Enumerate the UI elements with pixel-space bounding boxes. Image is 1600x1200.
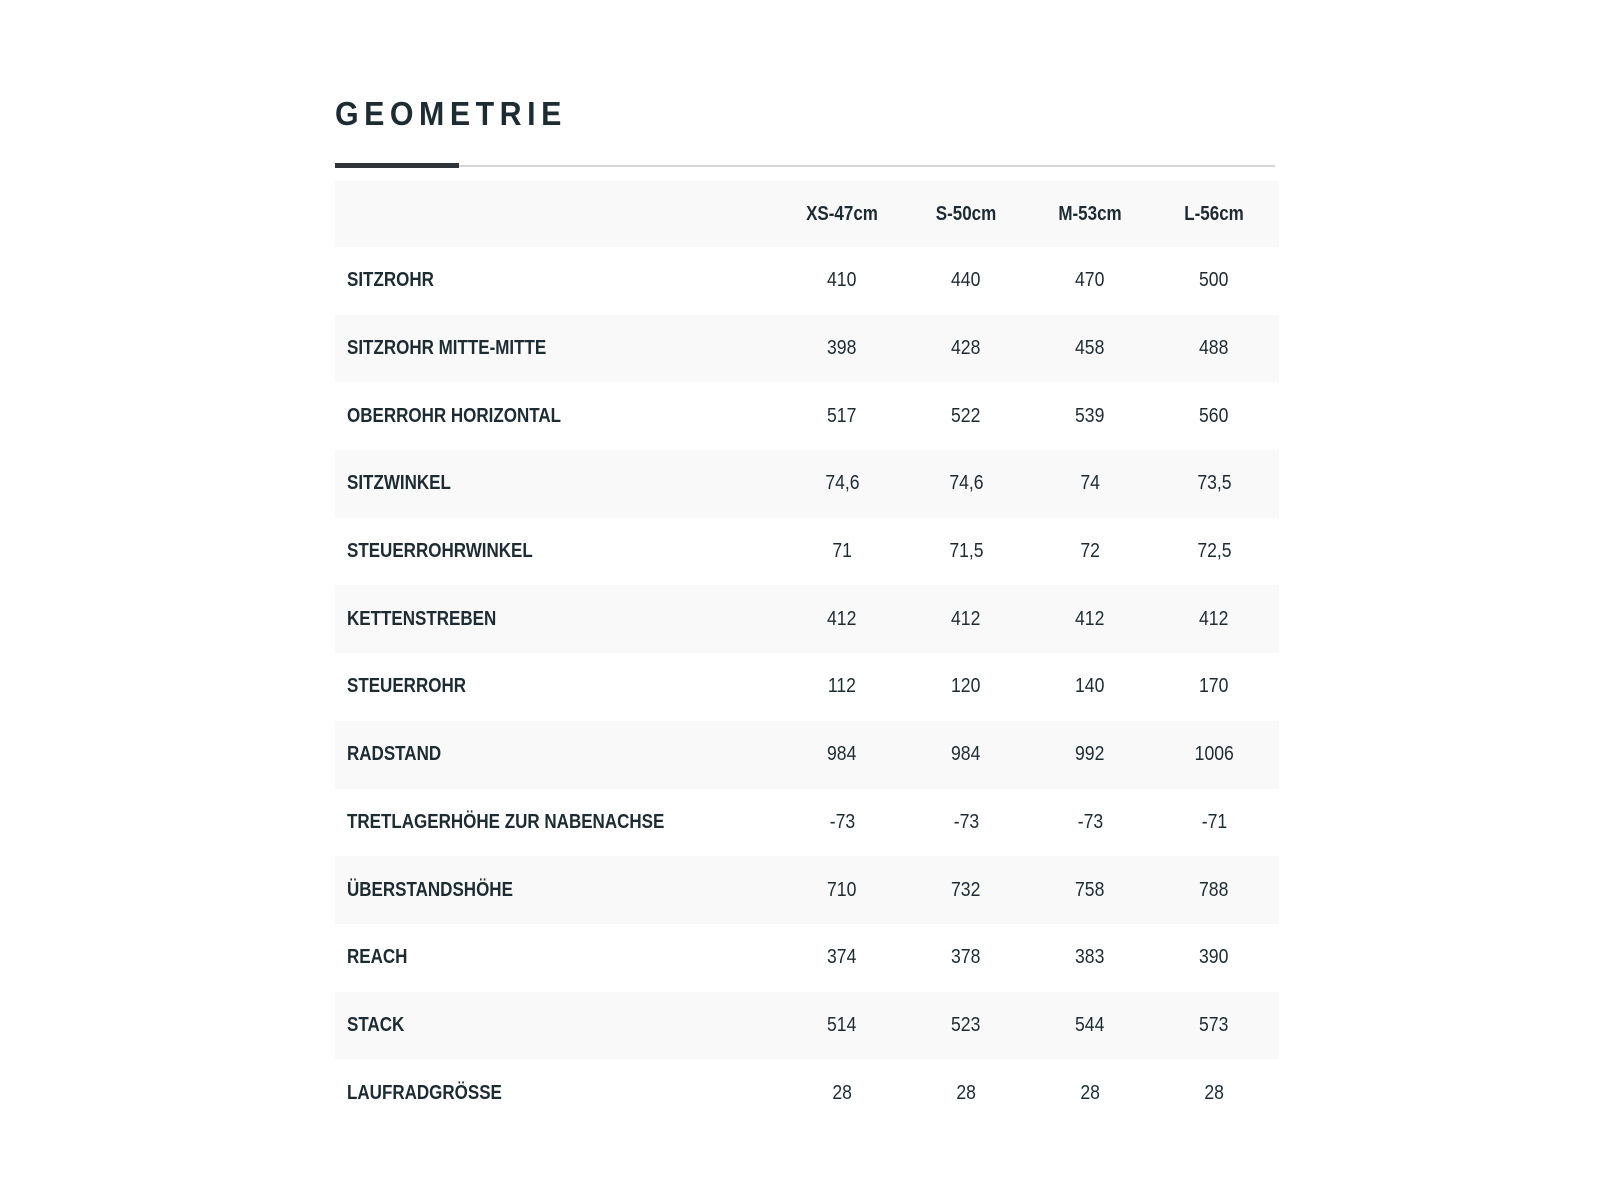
row-label-text: KETTENSTREBEN: [347, 607, 497, 630]
row-label: [335, 653, 780, 721]
table-cell: [904, 585, 1028, 653]
cell-value: 378: [951, 946, 981, 969]
row-label-text: REACH: [347, 946, 408, 969]
cell-value: 470: [1075, 269, 1105, 292]
row-label-text: SITZROHR: [347, 269, 434, 292]
row-label-text: RADSTAND: [347, 743, 442, 766]
cell-value: 758: [1075, 878, 1105, 901]
table-cell: [1028, 450, 1152, 518]
table-cell: [1028, 789, 1152, 857]
table-cell: [780, 721, 904, 789]
row-label: [335, 382, 780, 450]
divider-line: [335, 165, 1275, 167]
row-label: [335, 721, 780, 789]
row-label: [335, 856, 780, 924]
row-label-text: TRETLAGERHÖHE ZUR NABENACHSE: [347, 810, 665, 833]
table-cell: [1152, 653, 1276, 721]
cell-value: 514: [827, 1013, 857, 1036]
cell-value: 120: [951, 675, 981, 698]
cell-value: 984: [951, 743, 981, 766]
title-divider: [335, 163, 1275, 169]
table-row: [335, 315, 1279, 383]
row-label-text: STACK: [347, 1013, 405, 1036]
cell-value: 412: [1075, 607, 1105, 630]
table-cell: [1028, 924, 1152, 992]
table-cell: [1152, 856, 1276, 924]
table-cell: [904, 315, 1028, 383]
cell-value: 170: [1199, 675, 1229, 698]
table-cell: [1152, 450, 1276, 518]
row-end-cell: [1276, 653, 1279, 721]
header-label-cell: [335, 181, 780, 247]
divider-accent: [335, 163, 459, 168]
table-cell: [1152, 518, 1276, 586]
cell-value: 73,5: [1196, 472, 1232, 495]
table-cell: [904, 1059, 1028, 1127]
table-row: [335, 653, 1279, 721]
size-header-s: S-50cm: [935, 202, 997, 225]
cell-value: 140: [1075, 675, 1105, 698]
cell-value: 522: [951, 404, 981, 427]
table-cell: [1028, 247, 1152, 315]
table-cell: [904, 247, 1028, 315]
table-cell: [904, 924, 1028, 992]
table-row: [335, 518, 1279, 586]
cell-value: 440: [951, 269, 981, 292]
row-label: [335, 1059, 780, 1127]
table-cell: [1152, 924, 1276, 992]
table-cell: [780, 315, 904, 383]
table-row: [335, 992, 1279, 1060]
cell-value: 28: [832, 1081, 852, 1104]
cell-value: 544: [1075, 1013, 1105, 1036]
cell-value: -71: [1201, 810, 1227, 833]
table-cell: [904, 518, 1028, 586]
row-end-cell: [1276, 450, 1279, 518]
cell-value: 398: [827, 337, 857, 360]
row-label-text: SITZROHR MITTE-MITTE: [347, 337, 547, 360]
table-cell: [904, 789, 1028, 857]
table-cell: [1028, 1059, 1152, 1127]
table-cell: [780, 789, 904, 857]
cell-value: 28: [1204, 1081, 1224, 1104]
cell-value: 539: [1075, 404, 1105, 427]
cell-value: -73: [829, 810, 855, 833]
table-row: [335, 924, 1279, 992]
table-cell: [780, 450, 904, 518]
table-cell: [1152, 721, 1276, 789]
cell-value: 573: [1199, 1013, 1229, 1036]
row-label-text: LAUFRADGRÖSSE: [347, 1081, 502, 1104]
table-cell: [1028, 315, 1152, 383]
table-row: [335, 721, 1279, 789]
size-header-l: L-56cm: [1184, 202, 1244, 225]
table-cell: [780, 1059, 904, 1127]
cell-value: 74: [1080, 472, 1100, 495]
cell-value: 72: [1080, 540, 1100, 563]
table-cell: [904, 856, 1028, 924]
row-label: [335, 450, 780, 518]
cell-value: 732: [951, 878, 981, 901]
cell-value: 523: [951, 1013, 981, 1036]
cell-value: -73: [1077, 810, 1103, 833]
cell-value: 710: [827, 878, 857, 901]
table-cell: [1028, 382, 1152, 450]
table-row: [335, 247, 1279, 315]
row-label: [335, 789, 780, 857]
row-label-text: STEUERROHRWINKEL: [347, 540, 533, 563]
row-end-cell: [1276, 924, 1279, 992]
row-end-cell: [1276, 856, 1279, 924]
row-label: [335, 585, 780, 653]
table-cell: [780, 585, 904, 653]
cell-value: 74,6: [824, 472, 860, 495]
cell-value: 500: [1199, 269, 1229, 292]
table-cell: [904, 653, 1028, 721]
row-label: [335, 247, 780, 315]
table-cell: [780, 653, 904, 721]
cell-value: 1006: [1194, 743, 1234, 766]
table-cell: [1028, 518, 1152, 586]
row-label-text: OBERROHR HORIZONTAL: [347, 404, 562, 427]
row-label-text: SITZWINKEL: [347, 472, 451, 495]
table-cell: [780, 518, 904, 586]
table-cell: [1152, 992, 1276, 1060]
table-cell: [1028, 856, 1152, 924]
cell-value: 28: [956, 1081, 976, 1104]
table-row: [335, 585, 1279, 653]
cell-value: 517: [827, 404, 857, 427]
cell-value: 458: [1075, 337, 1105, 360]
row-end-cell: [1276, 247, 1279, 315]
table-cell: [780, 382, 904, 450]
header-end-cell: [1276, 181, 1279, 247]
cell-value: -73: [953, 810, 979, 833]
row-end-cell: [1276, 518, 1279, 586]
row-label: [335, 315, 780, 383]
cell-value: 28: [1080, 1081, 1100, 1104]
cell-value: 560: [1199, 404, 1229, 427]
table-cell: [1152, 315, 1276, 383]
row-label: [335, 924, 780, 992]
table-cell: [1152, 585, 1276, 653]
table-cell: [904, 721, 1028, 789]
table-cell: [1152, 382, 1276, 450]
row-end-cell: [1276, 382, 1279, 450]
table-cell: [1028, 992, 1152, 1060]
table-cell: [1152, 789, 1276, 857]
row-end-cell: [1276, 585, 1279, 653]
row-end-cell: [1276, 789, 1279, 857]
table-cell: [1152, 1059, 1276, 1127]
size-header-m: M-53cm: [1058, 202, 1122, 225]
geometry-table: [335, 181, 1279, 1127]
table-cell: [904, 450, 1028, 518]
geometry-section: [335, 92, 1275, 1127]
table-cell: [1152, 247, 1276, 315]
cell-value: 412: [827, 607, 857, 630]
cell-value: 412: [951, 607, 981, 630]
cell-value: 374: [827, 946, 857, 969]
table-row: [335, 1059, 1279, 1127]
table-row: [335, 382, 1279, 450]
cell-value: 74,6: [948, 472, 984, 495]
table-cell: [904, 382, 1028, 450]
table-cell: [780, 992, 904, 1060]
row-label: [335, 992, 780, 1060]
cell-value: 72,5: [1196, 540, 1232, 563]
cell-value: 390: [1199, 946, 1229, 969]
cell-value: 410: [827, 269, 857, 292]
table-cell: [780, 856, 904, 924]
cell-value: 488: [1199, 337, 1229, 360]
cell-value: 428: [951, 337, 981, 360]
table-cell: [780, 924, 904, 992]
cell-value: 383: [1075, 946, 1105, 969]
cell-value: 71,5: [948, 540, 984, 563]
cell-value: 112: [827, 675, 857, 698]
table-cell: [1028, 585, 1152, 653]
table-cell: [1028, 653, 1152, 721]
table-row: [335, 450, 1279, 518]
row-end-cell: [1276, 1059, 1279, 1127]
row-end-cell: [1276, 992, 1279, 1060]
cell-value: 992: [1075, 743, 1105, 766]
row-label-text: ÜBERSTANDSHÖHE: [347, 878, 513, 901]
cell-value: 984: [827, 743, 857, 766]
section-title: GEOMETRIE: [335, 95, 567, 132]
row-label: [335, 518, 780, 586]
row-end-cell: [1276, 315, 1279, 383]
cell-value: 788: [1199, 878, 1229, 901]
cell-value: 71: [832, 540, 852, 563]
table-cell: [904, 992, 1028, 1060]
cell-value: 412: [1199, 607, 1229, 630]
table-cell: [1028, 721, 1152, 789]
row-end-cell: [1276, 721, 1279, 789]
table-row: [335, 789, 1279, 857]
table-body: [335, 247, 1279, 1127]
table-row: [335, 856, 1279, 924]
row-label-text: STEUERROHR: [347, 675, 467, 698]
size-header-xs: XS-47cm: [806, 202, 878, 225]
table-header-row: [335, 181, 1279, 247]
table-cell: [780, 247, 904, 315]
